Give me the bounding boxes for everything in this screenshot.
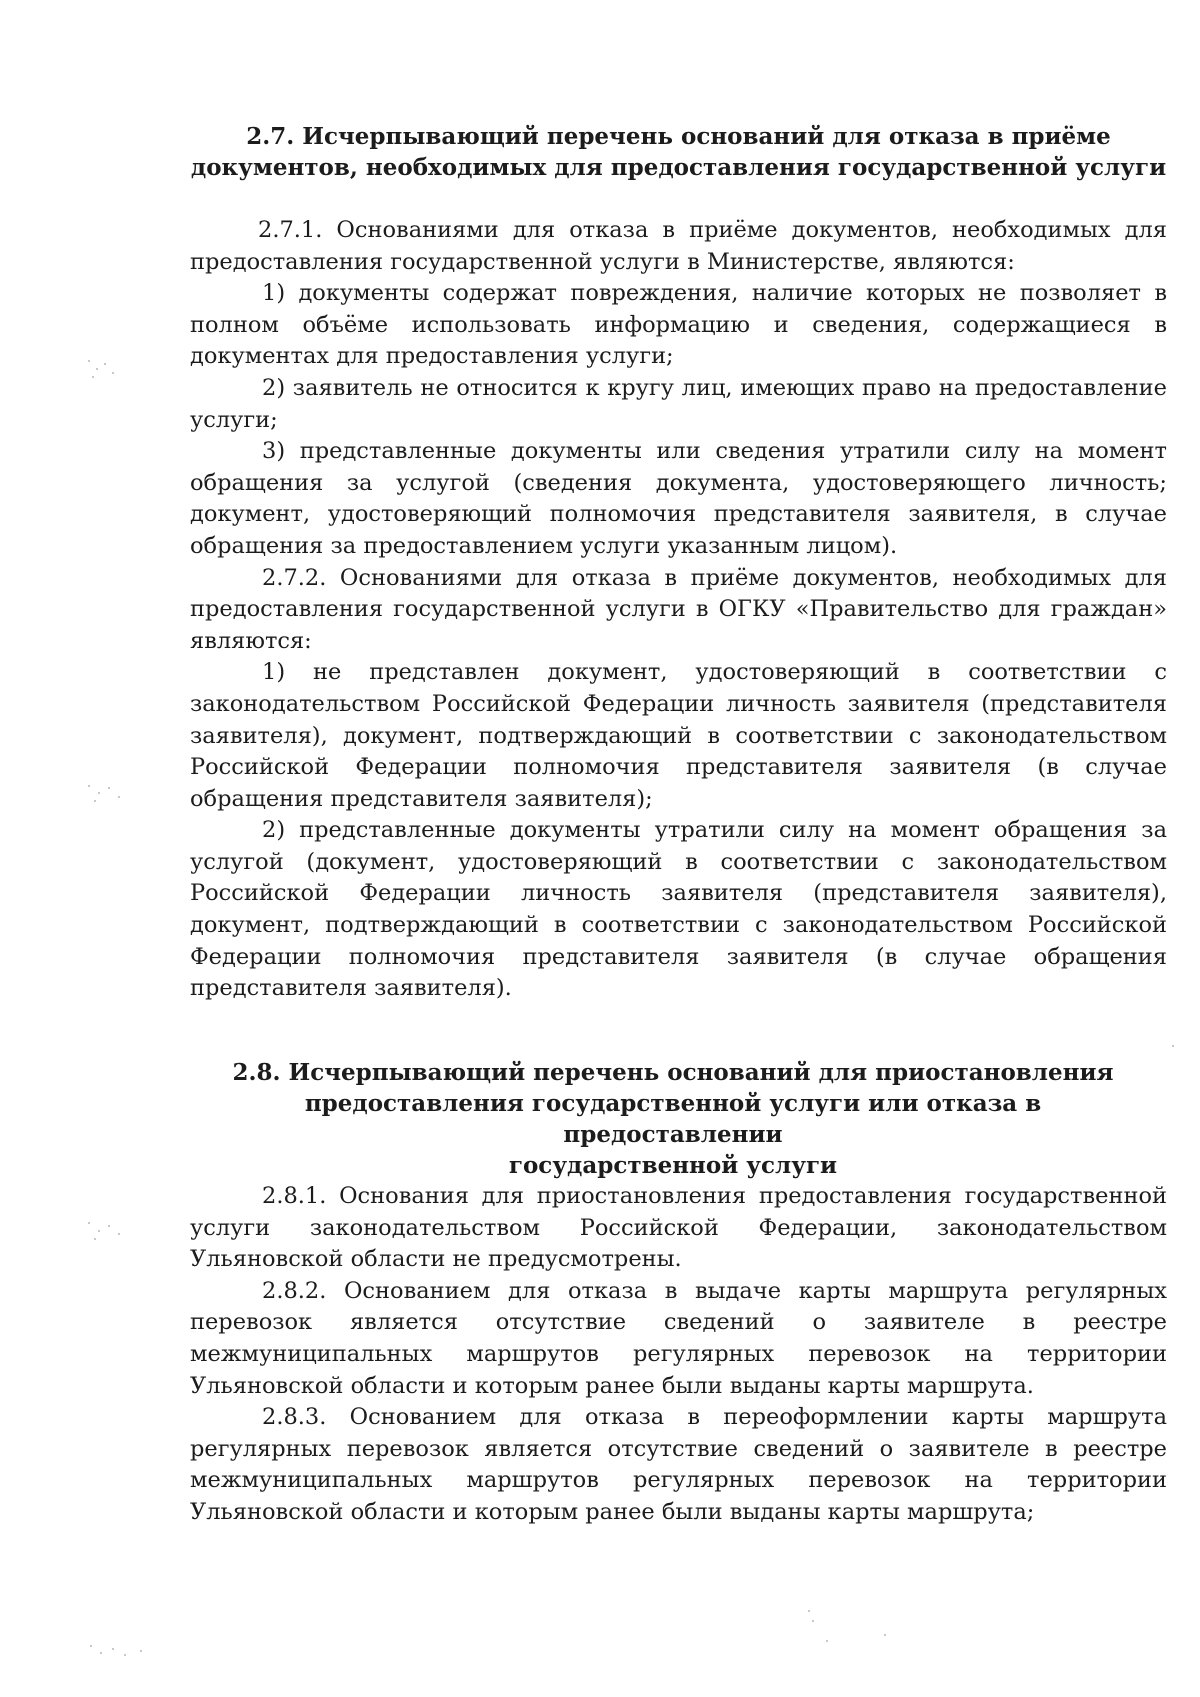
scan-speck xyxy=(112,1648,114,1650)
scan-speck xyxy=(98,1230,100,1232)
scan-speck xyxy=(108,1225,110,1227)
scan-speck xyxy=(88,360,90,362)
list-item: 1) документы содержат повреждения, наличие которых не позволяет в полном объёме использовать информацию и сведения, содержащиеся в документах для предоставления услуги; xyxy=(190,280,1167,370)
scan-speck xyxy=(88,1222,90,1224)
scan-speck xyxy=(118,1233,120,1235)
scan-speck xyxy=(826,1640,828,1642)
scan-speck xyxy=(90,1645,92,1647)
section-2-8-heading xyxy=(218,1057,1128,1181)
heading-line: 2.7. Исчерпывающий перечень оснований для отказа в приёме xyxy=(246,123,1111,150)
paragraph-2-7-2: 2.7.2. Основаниями для отказа в приёме документов, необходимых для предоставления государственной услуги в ОГКУ «Правительство для граждан» являются: xyxy=(190,564,1167,654)
list-item: 2) заявитель не относится к кругу лиц, имеющих право на предоставление услуги; xyxy=(190,374,1167,433)
heading-line: государственной услуги xyxy=(508,1152,838,1179)
scan-speck xyxy=(100,1652,102,1654)
section-2-7-heading xyxy=(190,121,1167,183)
paragraph-2-7-1: 2.7.1. Основаниями для отказа в приёме документов, необходимых для предоставления государственной услуги в Министерстве, являются: xyxy=(190,217,1167,275)
scan-speck xyxy=(88,785,90,787)
list-item: 2) представленные документы утратили силу на момент обращения за услугой (документ, удостоверяющий в соответствии с законодательством Российской Федерации личность заявителя (представителя заявителя), документ, подтверждающий в соответствии с законодательством Российской Федерации полномочия представителя заявителя (в случае обращения представителя заявителя). xyxy=(190,817,1167,1002)
paragraph-2-8-1: 2.8.1. Основания для приостановления предоставления государственной услуги законодательством Российской Федерации, законодательством Ульяновской области не предусмотрены. xyxy=(190,1183,1167,1273)
scan-speck xyxy=(94,1238,96,1240)
scan-speck xyxy=(108,787,110,789)
scan-speck xyxy=(812,1620,814,1622)
section-2-8-body xyxy=(190,1181,1167,1529)
scan-speck xyxy=(1172,1045,1174,1047)
section-2-8-heading-block xyxy=(218,1057,1128,1181)
scan-speck xyxy=(94,800,96,802)
list-item: 3) представленные документы или сведения утратили силу на момент обращения за услугой (сведения документа, удостоверяющего личность; документ, удостоверяющий полномочия представителя заявителя, в случае обращения за предоставлением услуги указанным лицом). xyxy=(190,438,1167,559)
paragraph-2-8-2: 2.8.2. Основанием для отказа в выдаче карты маршрута регулярных перевозок является отсутствие сведений о заявителе в реестре межмуниципальных маршрутов регулярных перевозок на территории Ульяновской области и которым ранее были выданы карты маршрута. xyxy=(190,1277,1167,1399)
scan-speck xyxy=(118,796,120,798)
scan-speck xyxy=(884,1634,886,1636)
section-2-7-heading-block xyxy=(190,121,1167,183)
scan-speck xyxy=(124,1654,126,1656)
scan-speck xyxy=(92,376,94,378)
list-item: 1) не представлен документ, удостоверяющий в соответствии с законодательством Российской Федерации личность заявителя (представителя заявителя), документ, подтверждающий в соответствии с законодательством Российской Федерации полномочия представителя заявителя (в случае обращения представителя заявителя); xyxy=(190,659,1167,812)
scan-speck xyxy=(96,368,98,370)
heading-line: документов, необходимых для предоставления государственной услуги xyxy=(190,154,1167,181)
heading-line: 2.8. Исчерпывающий перечень оснований для приостановления xyxy=(232,1059,1114,1086)
scan-speck xyxy=(104,363,106,365)
scan-speck xyxy=(140,1650,142,1652)
paragraph-2-8-3: 2.8.3. Основанием для отказа в переоформлении карты маршрута регулярных перевозок является отсутствие сведений о заявителе в реестре межмуниципальных маршрутов регулярных перевозок на территории Ульяновской области и которым ранее были выданы карты маршрута; xyxy=(190,1404,1167,1525)
scan-speck xyxy=(808,1610,810,1612)
heading-line: предоставления государственной услуги или отказа в предоставлении xyxy=(304,1090,1042,1148)
section-2-7-body xyxy=(190,215,1167,1005)
scan-speck xyxy=(98,792,100,794)
scan-speck xyxy=(112,372,114,374)
